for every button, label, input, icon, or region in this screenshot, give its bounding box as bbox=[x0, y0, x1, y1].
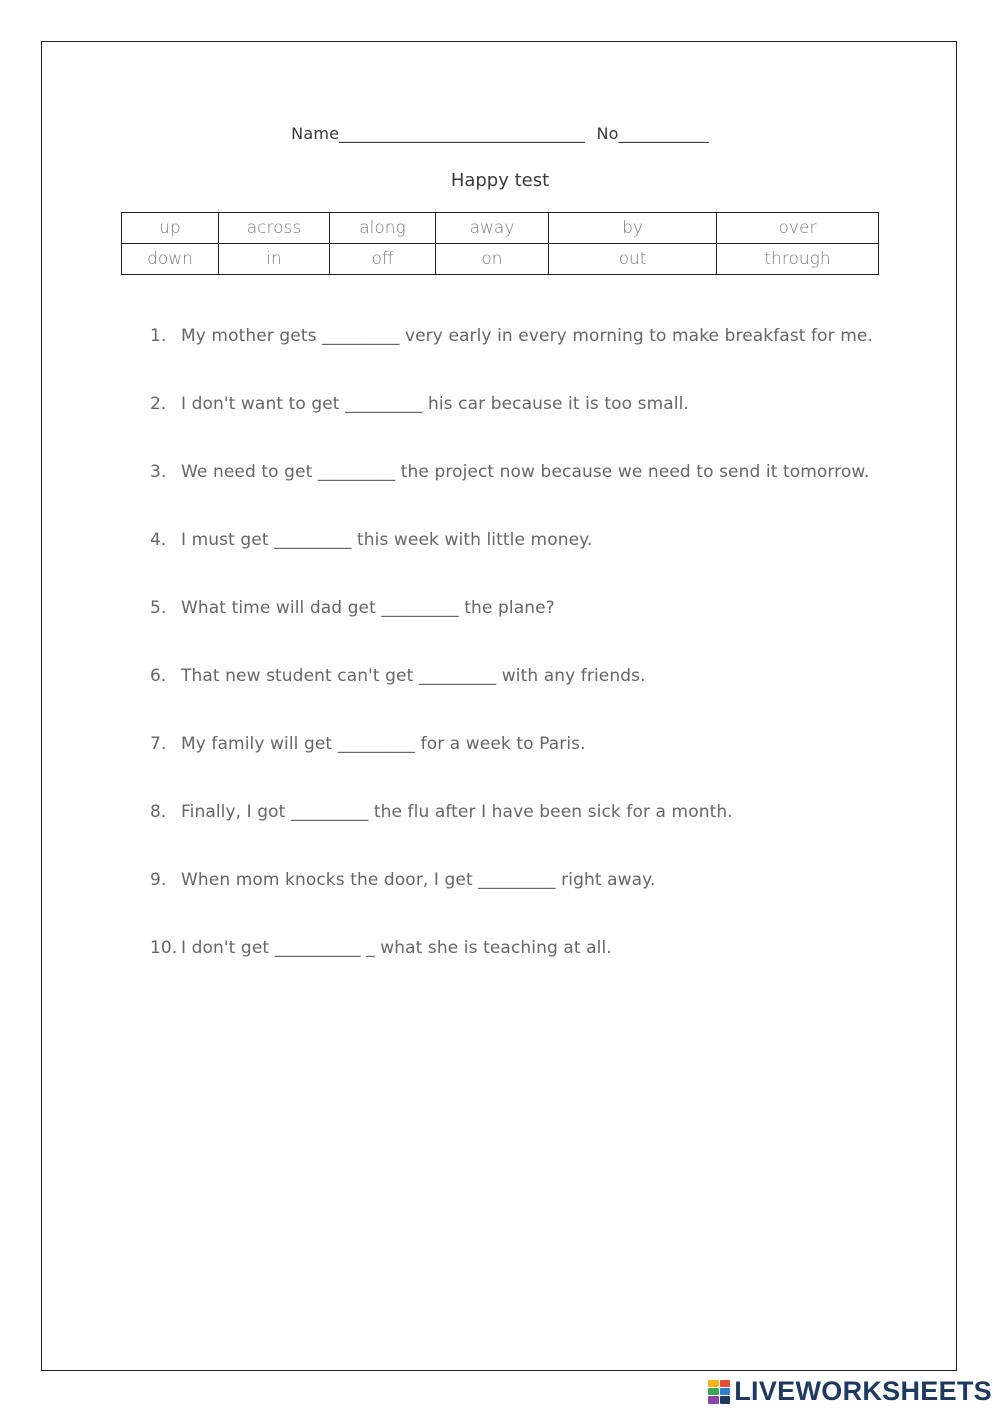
question-number: 4. bbox=[150, 530, 167, 550]
question-text: My mother gets _________ very early in every morning to make breakfast for me. bbox=[181, 326, 873, 346]
question-text: I don't get __________ _ what she is teaching at all. bbox=[181, 938, 612, 958]
question-item bbox=[150, 938, 910, 1006]
question-item bbox=[150, 598, 910, 666]
question-item bbox=[150, 394, 910, 462]
question-item bbox=[150, 326, 910, 394]
logo-block bbox=[720, 1380, 731, 1387]
question-item bbox=[150, 734, 910, 802]
word-bank-cell: along bbox=[330, 213, 436, 244]
word-bank-cell: through bbox=[717, 244, 879, 275]
question-number: 1. bbox=[150, 326, 167, 346]
question-item bbox=[150, 666, 910, 734]
question-number: 10. bbox=[150, 938, 178, 958]
logo-block bbox=[720, 1388, 731, 1395]
logo-block bbox=[708, 1396, 719, 1403]
liveworksheets-logo[interactable] bbox=[708, 1376, 992, 1407]
question-item bbox=[150, 530, 910, 598]
question-number: 3. bbox=[150, 462, 167, 482]
word-bank-row bbox=[122, 244, 879, 275]
liveworksheets-logo-icon bbox=[708, 1380, 730, 1404]
word-bank-cell: in bbox=[219, 244, 330, 275]
name-field[interactable]: Name______________________________ bbox=[291, 124, 586, 143]
question-text: That new student can't get _________ with any friends. bbox=[181, 666, 646, 686]
question-text: Finally, I got _________ the flu after I have been sick for a month. bbox=[181, 802, 733, 822]
word-bank-cell: up bbox=[122, 213, 219, 244]
question-number: 7. bbox=[150, 734, 167, 754]
question-list bbox=[150, 326, 910, 1006]
worksheet-title: Happy test bbox=[450, 170, 550, 191]
question-text: My family will get _________ for a week to Paris. bbox=[181, 734, 586, 754]
word-bank-cell: on bbox=[436, 244, 549, 275]
question-text: I don't want to get _________ his car because it is too small. bbox=[181, 394, 689, 414]
question-text: I must get _________ this week with little money. bbox=[181, 530, 593, 550]
word-bank-cell: down bbox=[122, 244, 219, 275]
question-item bbox=[150, 870, 910, 938]
question-item bbox=[150, 462, 910, 530]
question-number: 8. bbox=[150, 802, 167, 822]
word-bank-cell: by bbox=[549, 213, 717, 244]
student-info-line bbox=[0, 124, 1000, 143]
word-bank-cell: over bbox=[717, 213, 879, 244]
logo-block bbox=[708, 1380, 719, 1387]
word-bank-table bbox=[121, 212, 879, 275]
word-bank-row bbox=[122, 213, 879, 244]
logo-block bbox=[708, 1388, 719, 1395]
question-text: What time will dad get _________ the plane? bbox=[181, 598, 555, 618]
logo-block bbox=[720, 1396, 731, 1403]
question-item bbox=[150, 802, 910, 870]
number-field[interactable]: No___________ bbox=[596, 124, 709, 143]
question-number: 2. bbox=[150, 394, 167, 414]
word-bank-cell: off bbox=[330, 244, 436, 275]
question-number: 6. bbox=[150, 666, 167, 686]
question-number: 9. bbox=[150, 870, 167, 890]
word-bank-cell: out bbox=[549, 244, 717, 275]
word-bank-cell: away bbox=[436, 213, 549, 244]
question-number: 5. bbox=[150, 598, 167, 618]
logo-wordmark: LIVEWORKSHEETS bbox=[734, 1376, 992, 1406]
word-bank-cell: across bbox=[219, 213, 330, 244]
question-text: We need to get _________ the project now because we need to send it tomorrow. bbox=[181, 462, 870, 482]
question-text: When mom knocks the door, I get _________ right away. bbox=[181, 870, 656, 890]
